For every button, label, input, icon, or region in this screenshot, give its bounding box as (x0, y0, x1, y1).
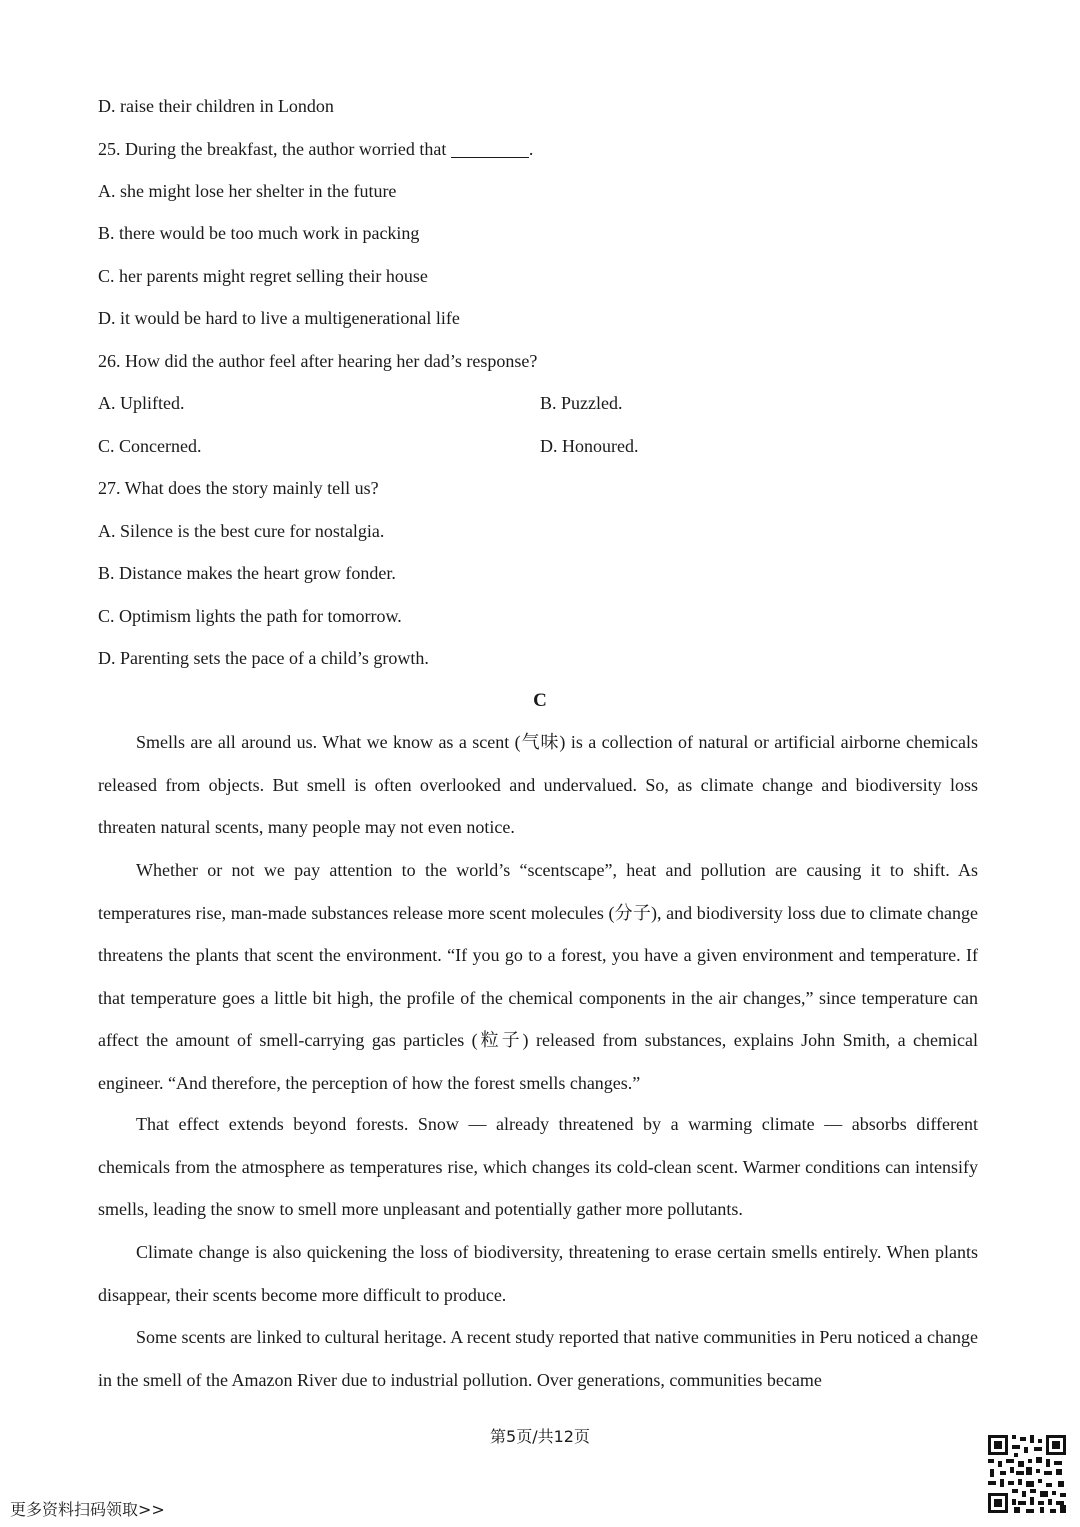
passage-paragraph-5: Some scents are linked to cultural heritage. A recent study reported that native communities in Peru noticed a change in the smell of the Amazon River due to industrial pollution. Over generations, communities became (98, 1327, 978, 1390)
passage-paragraph-3: That effect extends beyond forests. Snow — already threatened by a warming climate — absorbs different chemicals from the atmosphere as temperatures rise, which changes its cold-clean scent. Warmer conditions can intensify smells, leading the snow to smell more unpleasant and potentially gather more pollutants. (98, 1114, 978, 1219)
q25-stem (98, 137, 533, 161)
passage-paragraph-2: Whether or not we pay attention to the world’s “scentscape”, heat and pollution are causing it to shift. As temperatures rise, man-made substances release more scent molecules (分子), and biodiversity loss due to climate change threatens the plants that scent the environment. “If you go to a forest, you have a given environment and temperature. If that temperature goes a little bit high, the profile of the chemical components in the air changes,” since temperature can affect the amount of smell-carrying gas particles (粒子) released from substances, explains John Smith, a chemical engineer. “And therefore, the perception of how the forest smells changes.” (98, 860, 978, 1093)
section-heading: C (533, 690, 547, 711)
q27-option-c: C. Optimism lights the path for tomorrow. (98, 606, 402, 626)
answer-blank (451, 139, 529, 158)
passage-paragraph-1: Smells are all around us. What we know as a scent (气味) is a collection of natural or artificial airborne chemicals released from objects. But smell is often overlooked and undervalued. So, as climate change and biodiversity loss threaten natural scents, many people may not even notice. (98, 732, 978, 837)
passage-paragraph-4: Climate change is also quickening the loss of biodiversity, threatening to erase certain smells entirely. When plants disappear, their scents become more difficult to produce. (98, 1242, 978, 1305)
q26-option-d: D. Honoured. (540, 436, 639, 456)
q25-option-d: D. it would be hard to live a multigenerational life (98, 308, 460, 328)
q26-option-c: C. Concerned. (98, 436, 202, 456)
q26-option-a: A. Uplifted. (98, 393, 185, 413)
q25-stem-end: . (528, 139, 534, 159)
q27-stem: 27. What does the story mainly tell us? (98, 478, 379, 498)
q25-option-c: C. her parents might regret selling their house (98, 266, 428, 286)
q25-option-b: B. there would be too much work in packing (98, 223, 420, 243)
q25-option-a: A. she might lose her shelter in the future (98, 181, 397, 201)
q24-option-d: D. raise their children in London (98, 96, 334, 116)
qr-code-icon[interactable] (988, 1435, 1066, 1513)
q26-stem: 26. How did the author feel after hearing her dad’s response? (98, 351, 538, 371)
q26-option-b: B. Puzzled. (540, 393, 623, 413)
promo-link[interactable]: 更多资料扫码领取>> (10, 1500, 165, 1519)
q27-option-b: B. Distance makes the heart grow fonder. (98, 563, 396, 583)
q27-option-a: A. Silence is the best cure for nostalgia. (98, 521, 385, 541)
page-number: 第5页/共12页 (490, 1427, 590, 1446)
q25-stem-text: 25. During the breakfast, the author worried that (98, 139, 447, 159)
q27-option-d: D. Parenting sets the pace of a child’s growth. (98, 648, 429, 668)
